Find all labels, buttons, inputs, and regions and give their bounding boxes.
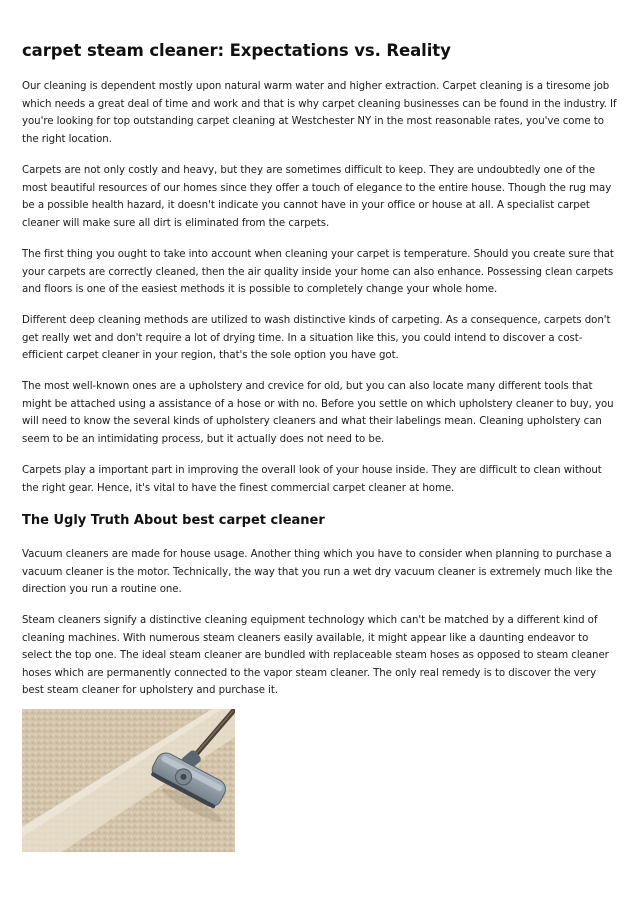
vacuum-on-carpet-photo: [22, 709, 235, 852]
paragraph: Steam cleaners signify a distinctive cleaning equipment technology which can't be matched by a different kind of cleaning machines. With numerous steam cleaners easily available, it might appear like a daunting endeavor to select the top one. The ideal steam cleaner are bundled with replaceable steam hoses as opposed to steam cleaner hoses which are permanently connected to the vapor steam cleaner. The only real remedy is to discover the very best steam cleaner for upholstery and purchase it.: [22, 615, 609, 697]
section-heading: The Ugly Truth About best carpet cleaner: [22, 513, 325, 528]
paragraph: Our cleaning is dependent mostly upon natural warm water and higher extraction. Carpet cleaning is a tiresome job which needs a great deal of time and work and that is why carpet cleaning businesses can be found in the industry. If you're looking for top outstanding carpet cleaning at Westchester NY in the most reasonable rates, you've come to the right location.: [22, 81, 617, 145]
paragraph: Vacuum cleaners are made for house usage. Another thing which you have to consider when planning to purchase a vacuum cleaner is the motor. Technically, the way that you run a wet dry vacuum cleaner is extremely much like the direction you run a routine one.: [22, 549, 613, 596]
paragraph: Different deep cleaning methods are utilized to wash distinctive kinds of carpeting. As a consequence, carpets don't get really wet and don't require a lot of drying time. In a situation like this, you could intend to discover a cost-efficient carpet cleaner in your region, that's the sole option you have got.: [22, 315, 611, 362]
page-title: carpet steam cleaner: Expectations vs. Reality: [22, 41, 451, 60]
paragraph: The most well-known ones are a upholstery and crevice for old, but you can also locate many different tools that might be attached using a assistance of a hose or with no. Before you settle on which upholstery cleaner to buy, you will need to know the several kinds of upholstery cleaners and what their labelings mean. Cleaning upholstery can seem to be an intimidating process, but it actually does not need to be.: [22, 381, 614, 445]
paragraph: Carpets are not only costly and heavy, but they are sometimes difficult to keep. They are undoubtedly one of the most beautiful resources of our homes since they offer a touch of elegance to the entire house. Though the rug may be a possible health hazard, it doesn't indicate you cannot have in your office or house at all. A specialist carpet cleaner will make sure all dirt is eliminated from the carpets.: [22, 165, 612, 229]
paragraph: The first thing you ought to take into account when cleaning your carpet is temperature. Should you create sure that your carpets are correctly cleaned, then the air quality inside your home can also enhance. Possessing clean carpets and floors is one of the easiest methods it is possible to completely change your whole home.: [22, 249, 614, 296]
paragraph: Carpets play a important part in improving the overall look of your house inside. They are difficult to clean without the right gear. Hence, it's vital to have the finest commercial carpet cleaner at home.: [22, 465, 602, 494]
